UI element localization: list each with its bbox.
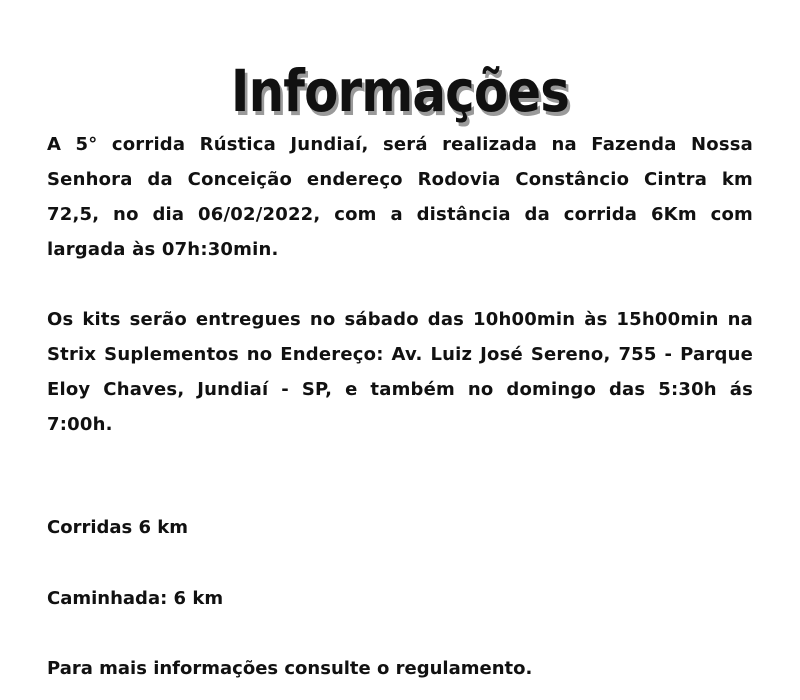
kit-pickup-paragraph: Os kits serão entregues no sábado das 10h00min às 15h00min na Strix Suplementos no Endereço: Av. Luiz José Sereno, 755 - Parque Eloy Chaves, Jundiaí - SP, e também no domingo das 5:30h ás 7:00h. (47, 309, 753, 435)
page-title: Informações (230, 56, 570, 125)
corridas-distance: Corridas 6 km (47, 517, 189, 538)
caminhada-distance: Caminhada: 6 km (47, 588, 224, 609)
event-info-paragraph: A 5° corrida Rústica Jundiaí, será realizada na Fazenda Nossa Senhora da Conceição endereço Rodovia Constâncio Cintra km 72,5, no dia 06/02/2022, com a distância da corrida 6Km com largada às 07h:30min. (47, 134, 753, 260)
regulamento-note: Para mais informações consulte o regulamento. (47, 658, 533, 679)
info-content (47, 127, 753, 442)
